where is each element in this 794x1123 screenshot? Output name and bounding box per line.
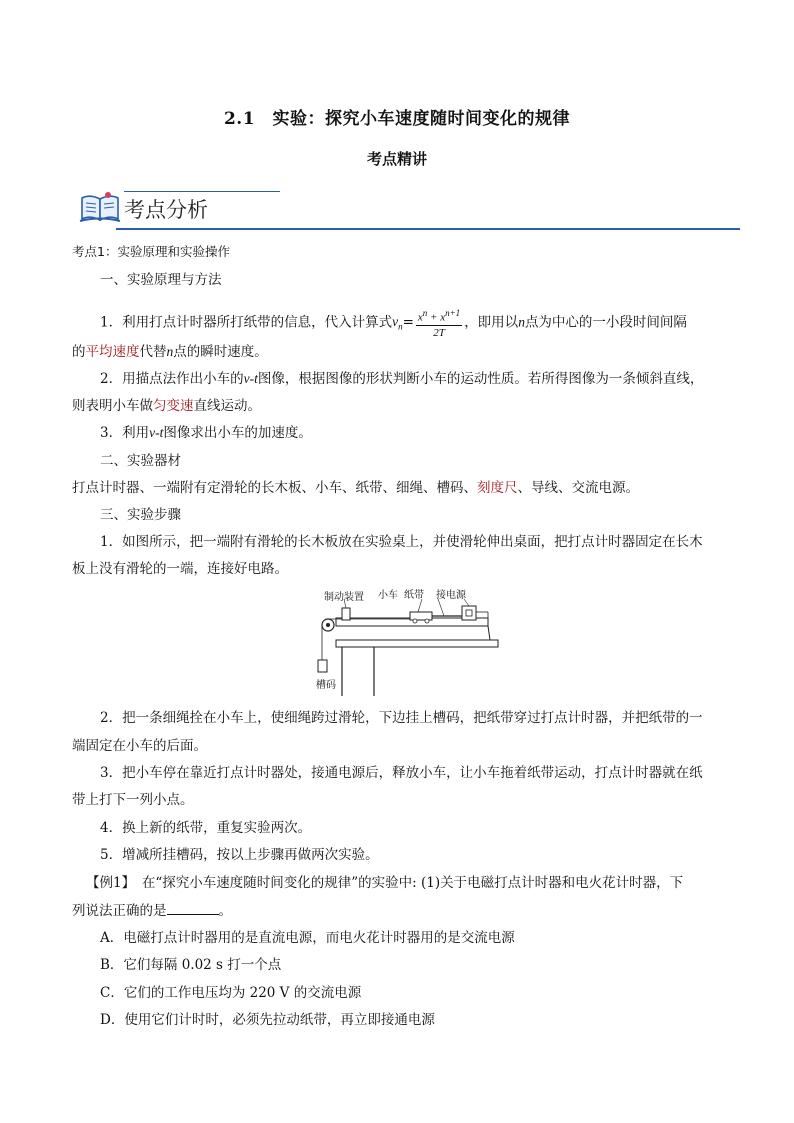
apparatus-figure: [314, 588, 504, 698]
label-car: 小车: [378, 590, 398, 601]
answer-blank[interactable]: [167, 900, 219, 915]
part2-heading: 二、实验器材: [100, 453, 181, 469]
step2-line1: 2．把一条细绳拴在小车上，使细绳跨过滑轮，下边挂上槽码，把纸带穿过打点计时器，并把纸带的一: [100, 710, 703, 726]
text: 、导线、交流电源。: [517, 480, 639, 496]
part3-heading: 三、实验步骤: [100, 507, 181, 523]
option-d: D．使用它们计时时，必须先拉动纸带，再立即接通电源: [100, 1012, 435, 1028]
part1-item3: [100, 423, 312, 443]
book-icon: [78, 190, 122, 224]
var-n: n: [518, 314, 525, 330]
option-c: C．它们的工作电压均为 220 V 的交流电源: [100, 985, 362, 1001]
text: 打点计时器、一端附有定滑轮的长木板、小车、纸带、细绳、槽码、: [72, 480, 477, 496]
step1-line2: 板上没有滑轮的一端，连接好电路。: [72, 561, 288, 577]
highlight-avg-speed: 平均速度: [85, 344, 140, 360]
banner-bottom-rule: [116, 228, 740, 230]
step3-line2: 带上打下一列小点。: [72, 792, 194, 808]
text: 1．利用打点计时器所打纸带的信息，代入计算式: [100, 314, 393, 331]
formula-fraction: $\frac{x^n + x^{n+1}}{2T}$: [417, 308, 461, 339]
apparatus-drawing: [314, 588, 504, 698]
text: 代替: [139, 344, 167, 360]
part1-item1-line1: [100, 306, 687, 340]
part1-item2-line2: [72, 396, 261, 416]
text: 直线运动。: [193, 398, 261, 414]
text: 。: [218, 903, 232, 919]
highlight-ruler: 刻度尺: [477, 480, 518, 496]
part1-item2-line1: [100, 369, 703, 389]
page-subtitle: 考点精讲: [366, 150, 427, 168]
text: 3．利用: [100, 425, 150, 441]
text: 则表明小车做: [72, 398, 153, 414]
part1-heading: 一、实验原理与方法: [100, 272, 222, 288]
label-brake: 制动装置: [324, 592, 364, 603]
example-line1: [86, 873, 683, 893]
example-line2: [72, 900, 232, 921]
example-tag: 【例1】: [86, 875, 129, 891]
step3-line1: 3．把小车停在靠近打点计时器处，接通电源后，释放小车，让小车拖着纸带运动，打点计时器就在纸: [100, 765, 703, 781]
text: 图像，根据图像的形状判断小车的运动性质。若所得图像为一条倾斜直线，: [257, 371, 704, 387]
var-vt: v-t: [149, 425, 164, 440]
label-weight: 槽码: [316, 680, 336, 691]
part2-text: [72, 478, 639, 498]
text: 点为中心的一小段时间间隔: [524, 314, 687, 331]
equals: =: [402, 314, 414, 331]
banner-top-rule: [124, 191, 280, 192]
section-label: 考点1：实验原理和实验操作: [72, 244, 230, 259]
page-title: 2.1 实验：探究小车速度随时间变化的规律: [223, 109, 571, 129]
text: 图像求出小车的加速度。: [163, 425, 312, 441]
step1-line1: 1．如图所示，把一端附有滑轮的长木板放在实验桌上，并使滑轮伸出桌面，把打点计时器固定在长木: [100, 534, 703, 550]
label-power: 接电源: [436, 590, 466, 601]
option-b: B．它们每隔 0.02 s 打一个点: [100, 957, 282, 973]
text: ，即用以: [464, 314, 519, 331]
step5: 5．增减所挂槽码，按以上步骤再做两次实验。: [100, 847, 379, 863]
formula-v: $v_n$: [392, 314, 403, 333]
section-banner: [72, 186, 740, 232]
var-vt: v-t: [243, 371, 258, 386]
text: 点的瞬时速度。: [173, 344, 268, 360]
text: 在“探究小车速度随时间变化的规律”的实验中: (1)关于电磁打点计时器和电火花计时器，下: [141, 875, 684, 891]
option-a: A．电磁打点计时器用的是直流电源，而电火花计时器用的是交流电源: [100, 930, 515, 946]
text: 列说法正确的是: [72, 903, 167, 919]
text: 的: [72, 344, 86, 360]
text: 2．用描点法作出小车的: [100, 371, 244, 387]
part1-item1-line2: [72, 342, 268, 362]
banner-title: 考点分析: [124, 198, 208, 222]
step4: 4．换上新的纸带，重复实验两次。: [100, 820, 312, 836]
label-tape: 纸带: [404, 590, 424, 601]
var-n: n: [166, 344, 174, 359]
highlight-uniform: 匀变速: [153, 398, 194, 414]
step2-line2: 端固定在小车的后面。: [72, 738, 207, 754]
